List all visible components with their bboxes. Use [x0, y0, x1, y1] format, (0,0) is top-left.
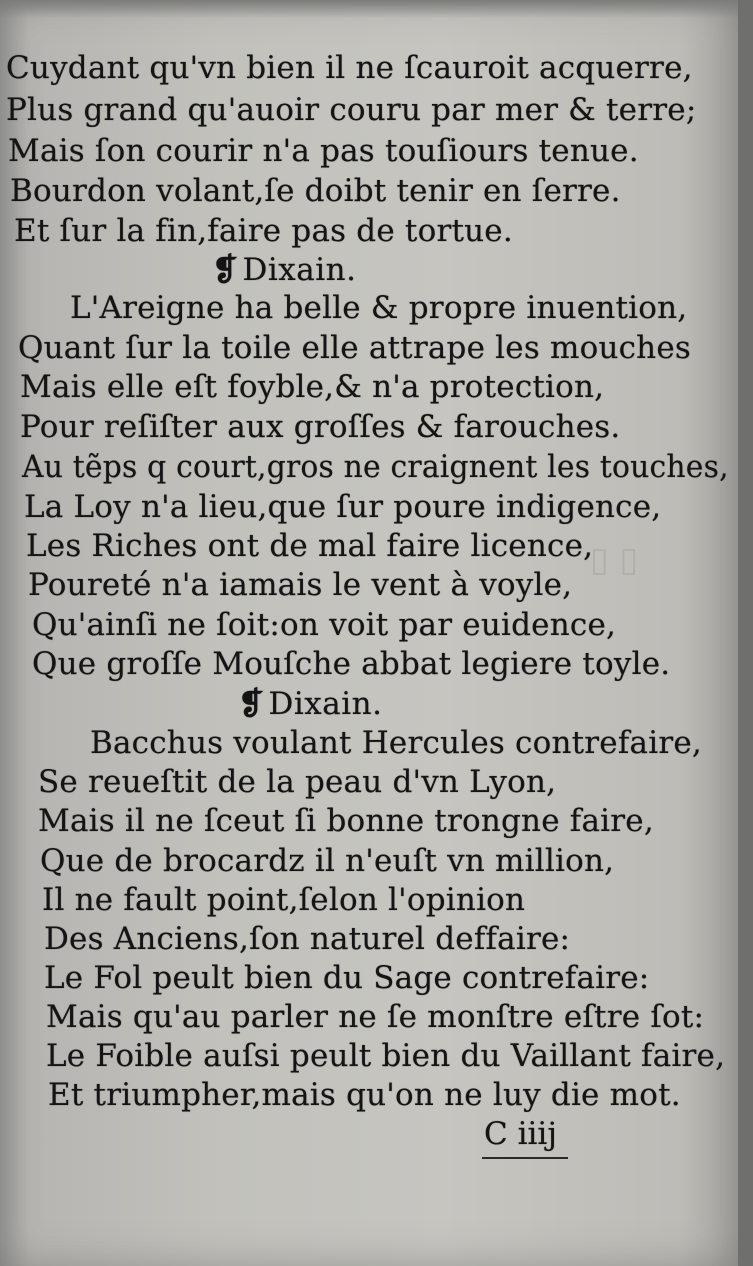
- verse-line: Bourdon volant,ſe doibt tenir en ſerre.: [10, 173, 621, 209]
- verse-line: Que groſſe Mouſche abbat legiere toyle.: [32, 646, 671, 682]
- signature-mark: C iiij: [484, 1116, 557, 1152]
- verse-line: Cuydant qu'vn bien il ne ſcauroit acquerre,: [6, 50, 693, 86]
- pilcrow-icon: ❡: [212, 252, 239, 288]
- verse-line: Bacchus voulant Hercules contrefaire,: [90, 725, 702, 761]
- verse-line: Les Riches ont de mal faire licence,: [26, 528, 594, 564]
- verse-line: Et triumpher,mais qu'on ne luy die mot.: [48, 1077, 681, 1113]
- verse-line: Le Foible auſsi peult bien du Vaillant faire,: [46, 1038, 726, 1074]
- verse-line: Il ne fault point,ſelon l'opinion: [42, 882, 526, 918]
- signature-underline: [482, 1157, 568, 1159]
- verse-line: Au tẽps q court,gros ne craignent les touches,: [22, 449, 729, 485]
- page-top-edge: [0, 0, 738, 18]
- verse-line: Mais qu'au parler ne ſe monſtre eſtre ſot:: [46, 999, 705, 1035]
- binding-gutter: [738, 0, 753, 1266]
- verse-line: Le Fol peult bien du Sage contrefaire:: [44, 960, 650, 996]
- section-heading: [212, 252, 356, 288]
- verse-line: Pour reſiſter aux groſſes & farouches.: [20, 409, 621, 445]
- verse-line: Que de brocardz il n'euſt vn million,: [40, 843, 615, 879]
- verse-line: Des Anciens,ſon naturel deffaire:: [44, 921, 571, 957]
- verse-line: Mais il ne ſceut ſi bonne trongne faire,: [38, 803, 654, 839]
- verse-line: Se reueſtit de la peau d'vn Lyon,: [38, 764, 557, 800]
- show-through: ▯ ▯: [590, 540, 639, 580]
- verse-line: Quant ſur la toile elle attrape les mouches: [18, 330, 691, 366]
- section-heading: [238, 686, 382, 722]
- verse-line: Mais ſon courir n'a pas touſiours tenue.: [8, 133, 639, 169]
- verse-line: Mais elle eſt foyble,& n'a protection,: [20, 369, 605, 405]
- verse-line: Et ſur la fin,faire pas de tortue.: [14, 213, 513, 249]
- verse-line: Poureté n'a iamais le vent à voyle,: [28, 567, 573, 603]
- pilcrow-icon: ❡: [238, 686, 265, 722]
- verse-line: Qu'ainſi ne ſoit:on voit par euidence,: [32, 607, 617, 643]
- verse-line: L'Areigne ha belle & propre inuention,: [70, 290, 688, 326]
- heading-text: Dixain.: [242, 252, 357, 288]
- verse-line: La Loy n'a lieu,que ſur poure indigence,: [24, 489, 662, 525]
- verse-line: Plus grand qu'auoir couru par mer & terre;: [6, 92, 697, 128]
- heading-text: Dixain.: [268, 686, 383, 722]
